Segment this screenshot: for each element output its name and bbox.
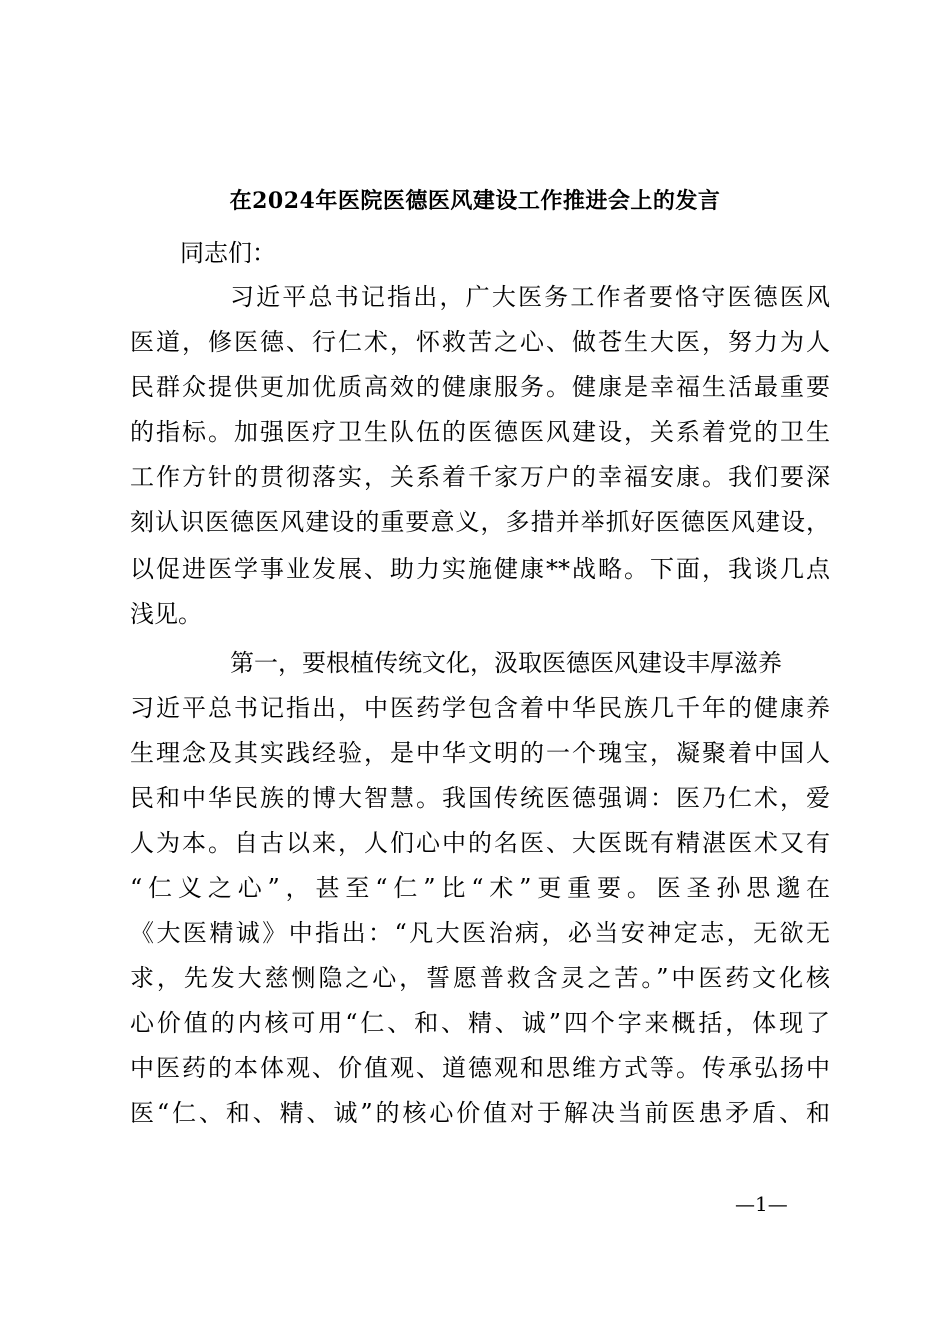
section-heading: 第一，要根植传统文化，汲取医德医风建设丰厚滋养 xyxy=(230,649,782,677)
paragraph-line: 刻认识医德医风建设的重要意义，多措并举抓好医德医风建设， xyxy=(130,508,830,536)
paragraph-line: 习近平总书记指出，广大医务工作者要恪守医德医风 xyxy=(230,283,830,311)
paragraph-line: 医道，修医德、行仁术，怀救苦之心、做苍生大医，努力为人 xyxy=(130,328,830,356)
paragraph-line: 《大医精诚》中指出：“凡大医治病，必当安神定志，无欲无 xyxy=(130,919,830,947)
paragraph-line: 工作方针的贯彻落实，关系着千家万户的幸福安康。我们要深 xyxy=(130,463,830,491)
paragraph-line: 中医药的本体观、价值观、道德观和思维方式等。传承弘扬中 xyxy=(130,1054,830,1082)
paragraph-line: 心价值的内核可用“仁、和、精、诚”四个字来概括，体现了 xyxy=(130,1009,830,1037)
paragraph-line: 以促进医学事业发展、助力实施健康**战略。下面，我谈几点 xyxy=(130,555,830,583)
paragraph-line: 人为本。自古以来，人们心中的名医、大医既有精湛医术又有 xyxy=(130,829,830,857)
paragraph-line: 生理念及其实践经验，是中华文明的一个瑰宝，凝聚着中国人 xyxy=(130,739,830,767)
paragraph-line: 浅见。 xyxy=(130,600,202,628)
paragraph-line: 医“仁、和、精、诚”的核心价值对于解决当前医患矛盾、和 xyxy=(130,1099,830,1127)
document-title: 在2024年医院医德医风建设工作推进会上的发言 xyxy=(229,188,721,214)
paragraph-line: 民和中华民族的博大智慧。我国传统医德强调：医乃仁术，爱 xyxy=(130,784,830,812)
page-number: —1— xyxy=(735,1192,788,1216)
paragraph-line: 求，先发大慈恻隐之心，誓愿普救含灵之苦。”中医药文化核 xyxy=(130,964,830,992)
paragraph-line: “仁义之心”，甚至“仁”比“术”更重要。医圣孙思邈在 xyxy=(130,874,830,902)
greeting: 同志们： xyxy=(180,239,276,267)
paragraph-line: 民群众提供更加优质高效的健康服务。健康是幸福生活最重要 xyxy=(130,373,830,401)
paragraph-line: 的指标。加强医疗卫生队伍的医德医风建设，关系着党的卫生 xyxy=(130,418,830,446)
paragraph-line: 习近平总书记指出，中医药学包含着中华民族几千年的健康养 xyxy=(130,694,830,722)
